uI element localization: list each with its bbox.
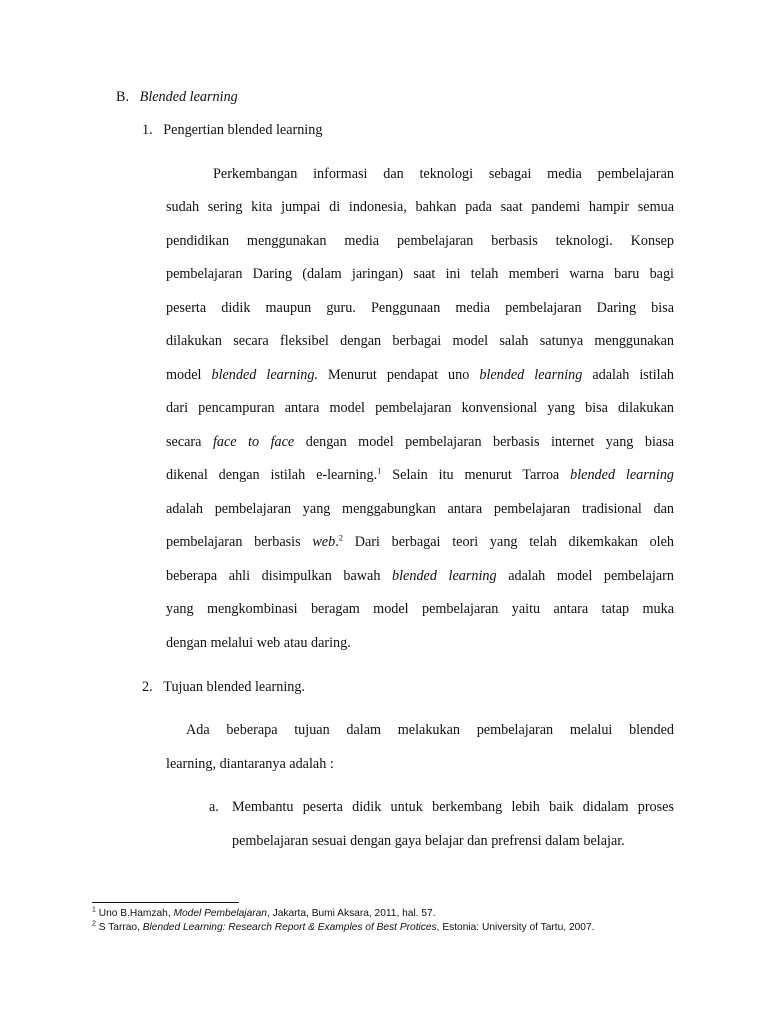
paragraph-1-line-10 <box>166 466 674 484</box>
footnote-1-title: Model Pembelajaran <box>173 908 267 919</box>
text-run: Dari berbagai teori yang telah dikemkakan oleh <box>354 534 674 550</box>
paragraph-2-line-2: learning, diantaranya adalah : <box>166 756 334 772</box>
text-run: Menurut pendapat uno <box>328 367 470 383</box>
footnote-1-author: Uno B.Hamzah, <box>98 908 171 919</box>
paragraph-1-line-15: dengan melalui web atau daring. <box>166 635 351 651</box>
text-run: secara <box>166 434 202 450</box>
italic-term: blended learning <box>570 467 675 483</box>
list-item-a-line-1: Membantu peserta didik untuk berkembang lebih baik didalam proses <box>232 799 674 815</box>
paragraph-1-line-9 <box>166 433 674 451</box>
paragraph-1-line-8: dari pencampuran antara model pembelajaran konvensional yang bisa dilakukan <box>166 400 674 416</box>
section-label: B. <box>116 89 130 105</box>
text-segment: dikenal dengan istilah e-learning. <box>166 467 378 483</box>
footnote-2-author: S Tarrao, <box>98 922 140 933</box>
text-run: adalah istilah <box>592 367 675 383</box>
text-run: Selain itu menurut Tarroa <box>392 467 560 483</box>
subheading-1 <box>142 121 322 139</box>
text-run: dengan model pembelajaran berbasis internet yang biasa <box>305 434 675 450</box>
list-item-a-label: a. <box>209 799 219 815</box>
subheading-2-title: Tujuan blended learning. <box>163 679 306 695</box>
footnote-2-title: Blended Learning: Research Report & Examples of Best Protices <box>142 922 437 933</box>
paragraph-2-line-1: Ada beberapa tujuan dalam melakukan pembelajaran melalui blended <box>186 722 674 738</box>
text-run: pembelajaran berbasis <box>166 534 301 550</box>
paragraph-1-line-2: sudah sering kita jumpai di indonesia, bahkan pada saat pandemi hampir semua <box>166 199 674 215</box>
section-heading <box>116 88 238 106</box>
footnote-ref-2[interactable]: 2 <box>338 532 343 543</box>
paragraph-1-line-11: adalah pembelajaran yang menggabungkan antara pembelajaran tradisional dan <box>166 501 674 517</box>
text-run: beberapa ahli disimpulkan bawah <box>166 568 381 584</box>
italic-term: face to face <box>212 434 295 450</box>
subheading-1-title: Pengertian blended learning <box>163 122 323 138</box>
text-run <box>312 534 343 550</box>
paragraph-1-line-3: pendidikan menggunakan media pembelajaran berbasis teknologi. Konsep <box>166 233 674 249</box>
subheading-2 <box>142 678 305 696</box>
subheading-1-number: 1. <box>142 122 153 138</box>
footnote-2-number: 2 <box>92 920 96 928</box>
text-run <box>166 467 381 483</box>
footnote-2-details: , Estonia: University of Tartu, 2007. <box>436 922 595 933</box>
text-run: adalah model pembelajarn <box>508 568 674 584</box>
list-item-a-line-2: pembelajaran sesuai dengan gaya belajar dan prefrensi dalam belajar. <box>232 833 625 849</box>
paragraph-1-line-13 <box>166 567 674 585</box>
text-segment: . <box>335 534 339 550</box>
italic-term: blended learning <box>392 568 497 584</box>
italic-term: blended learning <box>479 367 583 383</box>
footnote-2 <box>92 921 594 934</box>
italic-term: blended learning. <box>211 367 318 383</box>
paragraph-1-line-6: dilakukan secara fleksibel dengan berbagai model salah satunya menggunakan <box>166 333 674 349</box>
footnote-ref-1[interactable]: 1 <box>377 465 382 476</box>
text-run: model <box>166 367 202 383</box>
paragraph-1-line-7 <box>166 366 674 384</box>
paragraph-1-line-1: Perkembangan informasi dan teknologi sebagai media pembelajaran <box>213 166 674 182</box>
footnote-1-details: , Jakarta, Bumi Aksara, 2011, hal. 57. <box>266 908 436 919</box>
paragraph-1-line-14: yang mengkombinasi beragam model pembelajaran yaitu antara tatap muka <box>166 601 674 617</box>
italic-term: web <box>312 534 336 550</box>
subheading-2-number: 2. <box>142 679 153 695</box>
paragraph-1-line-12 <box>166 533 674 551</box>
paragraph-1-line-5: peserta didik maupun guru. Penggunaan media pembelajaran Daring bisa <box>166 300 674 316</box>
section-title: Blended learning <box>139 89 238 105</box>
footnote-1 <box>92 907 436 920</box>
footnote-1-number: 1 <box>92 906 96 914</box>
footnote-separator <box>92 902 239 903</box>
paragraph-1-line-4: pembelajaran Daring (dalam jaringan) saat ini telah memberi warna baru bagi <box>166 266 674 282</box>
